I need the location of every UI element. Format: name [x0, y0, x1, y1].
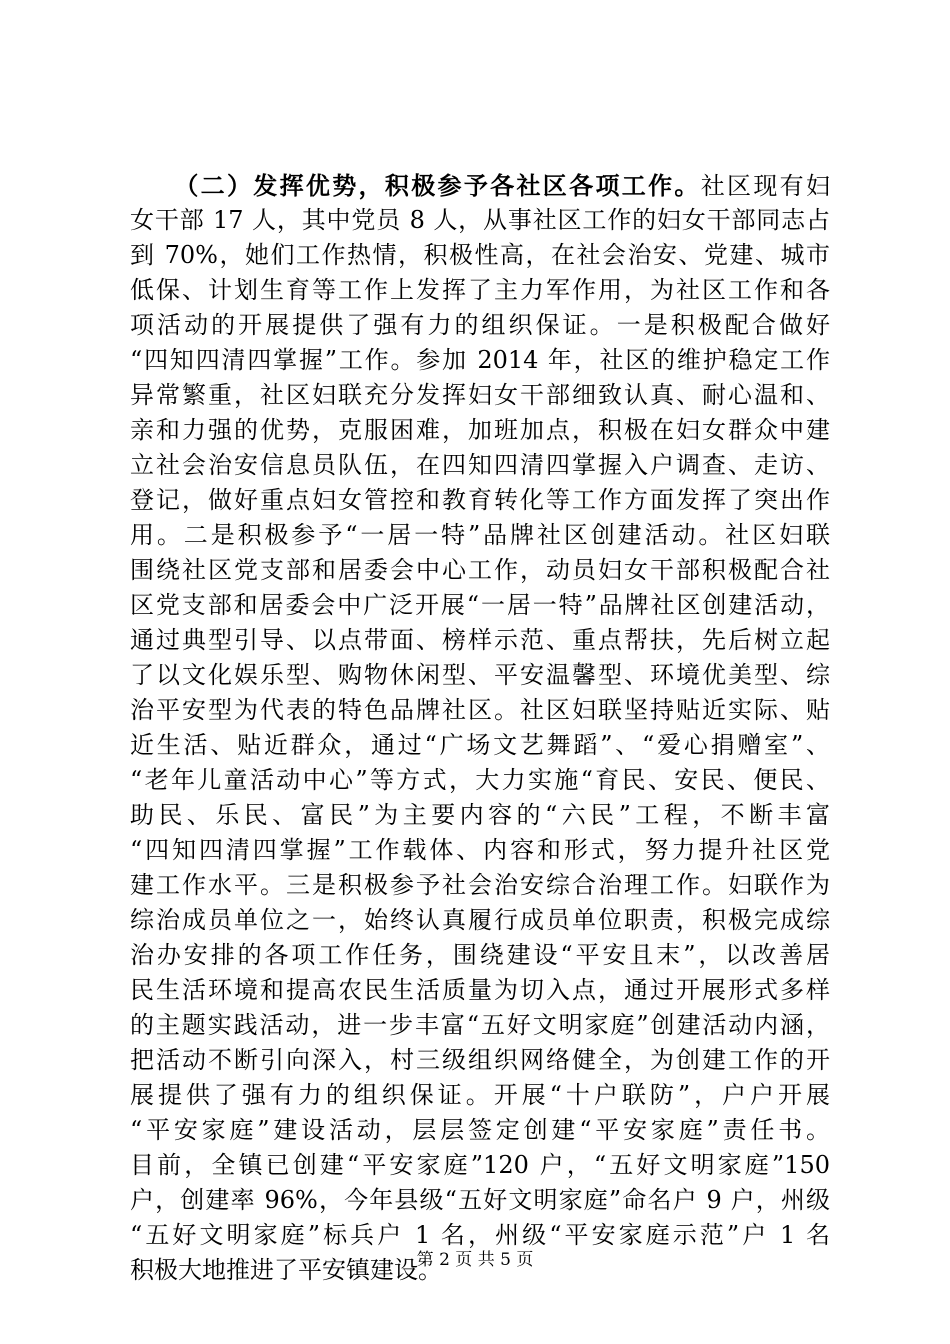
paragraph-line: 近生活、贴近群众，通过“广场文艺舞蹈”、“爱心捐赠室”、 [130, 731, 830, 759]
paragraph-line: 助民、乐民、富民”为主要内容的“六民”工程，不断丰富 [130, 801, 830, 829]
paragraph-line: 民生活环境和提高农民生活质量为切入点，通过开展形式多样 [130, 976, 830, 1004]
paragraph-line: “平安家庭”建设活动，层层签定创建“平安家庭”责任书。 [130, 1116, 830, 1144]
paragraph-line: 通过典型引导、以点带面、榜样示范、重点帮扶，先后树立起 [130, 626, 830, 654]
paragraph-line: 低保、计划生育等工作上发挥了主力军作用，为社区工作和各 [130, 276, 830, 304]
paragraph-line: 区党支部和居委会中广泛开展“一居一特”品牌社区创建活动， [130, 591, 830, 619]
paragraph-line: 积极大地推进了平安镇建设。 [130, 1256, 442, 1284]
paragraph-line: 治办安排的各项工作任务，围绕建设“平安且末”，以改善居 [130, 941, 830, 969]
paragraph-line: 了以文化娱乐型、购物休闲型、平安温馨型、环境优美型、综 [130, 661, 830, 689]
paragraph-line: 综治成员单位之一，始终认真履行成员单位职责，积极完成综 [130, 906, 830, 934]
paragraph-line: 异常繁重，社区妇联充分发挥妇女干部细致认真、耐心温和、 [130, 381, 830, 409]
paragraph-line: 的主题实践活动，进一步丰富“五好文明家庭”创建活动内涵， [130, 1011, 830, 1039]
paragraph-line [130, 168, 830, 203]
paragraph-line: 女干部 17 人，其中党员 8 人，从事社区工作的妇女干部同志占 [130, 206, 830, 234]
page-footer: 第 2 页 共 5 页 [416, 1250, 534, 1270]
section-heading: （二）发挥优势，积极参予各社区各项工作。 [172, 171, 701, 200]
paragraph-line: 亲和力强的优势，克服困难，加班加点，积极在妇女群众中建 [130, 416, 830, 444]
paragraph-line: 户，创建率 96%，今年县级“五好文明家庭”命名户 9 户，州级 [130, 1186, 830, 1214]
paragraph-line: 用。二是积极参予“一居一特”品牌社区创建活动。社区妇联 [130, 521, 830, 549]
paragraph-line: 立社会治安信息员队伍，在四知四清四掌握入户调查、走访、 [130, 451, 830, 479]
paragraph-line: “四知四清四掌握”工作。参加 2014 年，社区的维护稳定工作 [130, 346, 830, 374]
paragraph-line: 目前，全镇已创建“平安家庭”120 户，“五好文明家庭”150 [130, 1151, 830, 1179]
paragraph-line: 围绕社区党支部和居委会中心工作，动员妇女干部积极配合社 [130, 556, 830, 584]
line-text: 社区现有妇 [700, 172, 830, 200]
paragraph-line: 展提供了强有力的组织保证。开展“十户联防”，户户开展 [130, 1081, 830, 1109]
paragraph-line: 到 70%，她们工作热情，积极性高，在社会治安、党建、城市 [130, 241, 830, 269]
paragraph-line: 项活动的开展提供了强有力的组织保证。一是积极配合做好 [130, 311, 830, 339]
paragraph-line: 登记，做好重点妇女管控和教育转化等工作方面发挥了突出作 [130, 486, 830, 514]
paragraph-line: 把活动不断引向深入，村三级组织网络健全，为创建工作的开 [130, 1046, 830, 1074]
paragraph-line: “四知四清四掌握”工作载体、内容和形式，努力提升社区党 [130, 836, 830, 864]
paragraph-line: 建工作水平。三是积极参予社会治安综合治理工作。妇联作为 [130, 871, 830, 899]
paragraph-line: 治平安型为代表的特色品牌社区。社区妇联坚持贴近实际、贴 [130, 696, 830, 724]
paragraph-line: “五好文明家庭”标兵户 1 名，州级“平安家庭示范”户 1 名 [130, 1221, 830, 1249]
paragraph [130, 168, 830, 1288]
paragraph-line: “老年儿童活动中心”等方式，大力实施“育民、安民、便民、 [130, 766, 830, 794]
